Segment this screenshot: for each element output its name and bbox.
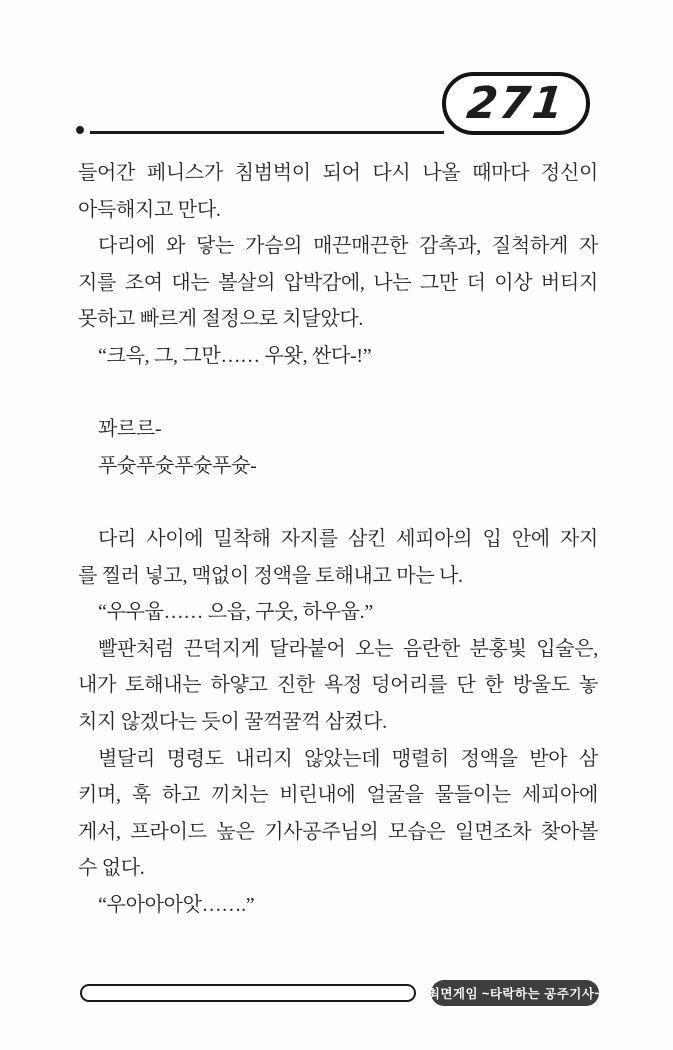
text-line: 못하고 빠르게 절정으로 치달았다.: [78, 308, 364, 331]
page-number-badge: [442, 72, 590, 135]
text-line: 게서, 프라이드 높은 기사공주님의 모습은 일면조차 찾아볼: [78, 820, 598, 843]
text-line: 를 찔러 넣고, 맥없이 정액을 토해내고 마는 나.: [78, 564, 463, 587]
series-title: 최면게임 ~타락하는 공주기사~: [427, 987, 603, 1001]
text-line: 별달리 명령도 내리지 않았는데 맹렬히 정액을 받아 삼: [98, 747, 598, 770]
text-line: “우우웁…… 으읍, 구웃, 하우웁.”: [98, 601, 373, 624]
text-line: 들어간 페니스가 침범벅이 되어 다시 나올 때마다 정신이: [78, 162, 598, 184]
rule-end-circle-icon: [76, 126, 84, 134]
text-line: “크윽, 그, 그만…… 우왓, 싼다-!”: [98, 344, 372, 367]
text-line: 내가 토해내는 하얗고 진한 욕정 덩어리를 단 한 방울도 놓: [78, 674, 598, 697]
page-number: 271: [464, 78, 568, 129]
text-line: 다리 사이에 밀착해 자지를 삼킨 세피아의 입 안에 자지: [98, 527, 598, 550]
text-line: 지를 조여 대는 볼살의 압박감에, 나는 그만 더 이상 버티지: [78, 271, 598, 294]
text-line: 아득해지고 만다.: [78, 198, 221, 221]
text-line: 키며, 훅 하고 끼치는 비린내에 얼굴을 물들이는 세피아에: [78, 784, 598, 807]
series-title-badge: [427, 980, 603, 1006]
header-rule: [90, 131, 444, 134]
text-line: 수 없다.: [78, 857, 145, 880]
text-line: 빨판처럼 끈덕지게 달라붙어 오는 음란한 분홍빛 입술은,: [98, 637, 598, 660]
text-line: 다리에 와 닿는 가슴의 매끈매끈한 감촉과, 질척하게 자: [98, 235, 598, 258]
blank-line: [78, 375, 598, 412]
body-text: [78, 155, 598, 923]
text-line: “우아아아앗…….”: [98, 893, 255, 916]
text-line: 치지 않겠다는 듯이 꿀꺽꿀꺽 삼켰다.: [78, 710, 387, 733]
blank-line: [78, 484, 598, 521]
footer-rule-pill: [80, 984, 416, 1002]
text-line: 푸슛푸슛푸슛푸슛-: [98, 454, 257, 477]
text-line: 꽈르르-: [98, 418, 162, 441]
